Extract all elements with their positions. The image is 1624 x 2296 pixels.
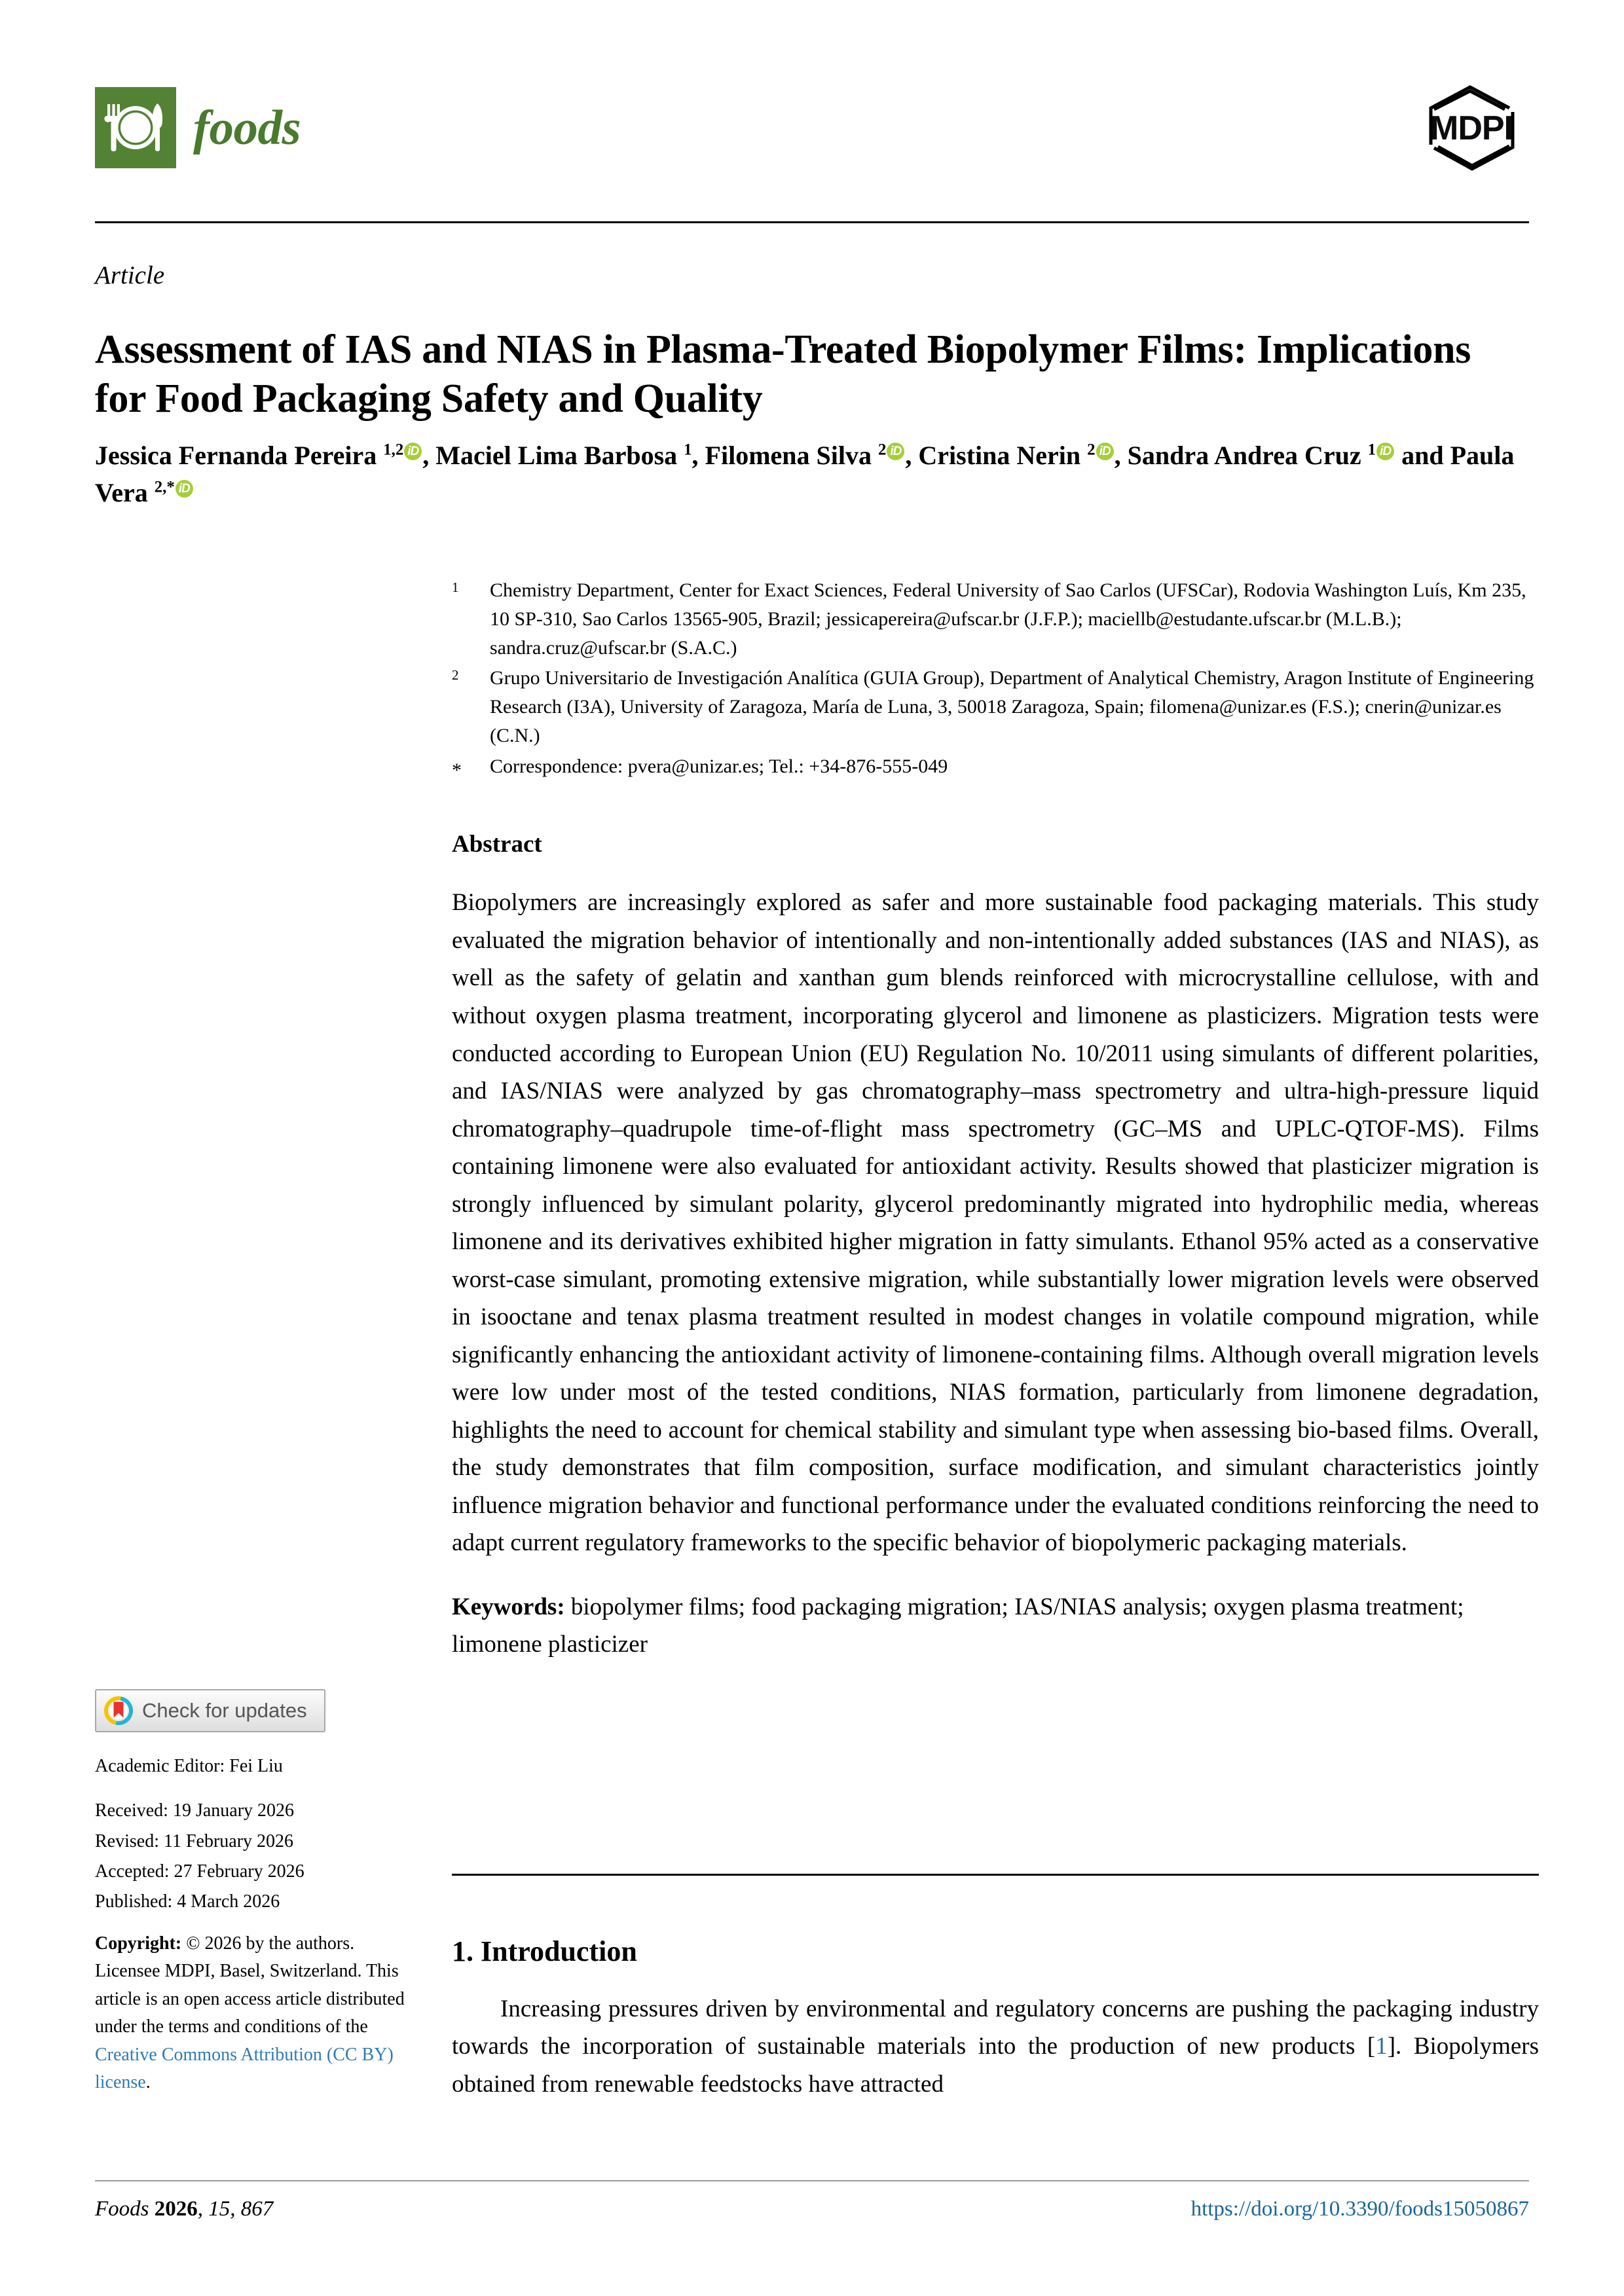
author-vera: and Paula Vera $^{2,*}$ iD bbox=[95, 441, 1515, 507]
orcid-icon[interactable]: iD bbox=[1376, 443, 1394, 460]
copyright-period: . bbox=[145, 2072, 151, 2093]
introduction-paragraph bbox=[452, 1990, 1539, 2104]
doi-link[interactable]: https://doi.org/10.3390/foods15050867 bbox=[1190, 2197, 1529, 2221]
journal-brand bbox=[95, 87, 301, 168]
cc-license-link[interactable]: Creative Commons Attribution (CC BY) license bbox=[95, 2044, 394, 2093]
keywords-label: Keywords: bbox=[452, 1593, 565, 1620]
mdpi-logo-icon bbox=[1414, 82, 1529, 173]
abstract-block bbox=[452, 830, 1539, 1664]
page-footer bbox=[95, 2197, 1529, 2221]
page-title: Assessment of IAS and NIAS in Plasma-Treated Biopolymer Films: Implications for Food Packaging Safety and Quality bbox=[95, 327, 1471, 422]
author-barbosa: Maciel Lima Barbosa $^1$, bbox=[435, 441, 705, 470]
keywords-values: biopolymer films; food packaging migration; IAS/NIAS analysis; oxygen plasma treatment; limonene plasticizer bbox=[452, 1593, 1464, 1658]
svg-text:MDPI: MDPI bbox=[1430, 109, 1513, 147]
affiliation-text: Chemistry Department, Center for Exact Sciences, Federal University of Sao Carlos (UFSCar), Rodovia Washington Luís, Km 235, 10 SP-310, Sao Carlos 13565-905, Brazil; jessicapereira@ufscar.br (J.F.P.); maciellb@estudante.ufscar.br (M.L.B.); sandra.cruz@ufscar.br (S.A.C.) bbox=[490, 579, 1526, 659]
footer-citation bbox=[95, 2197, 273, 2221]
intro-text-before: Increasing pressures driven by environmental and regulatory concerns are pushing the packaging industry towards the incorporation of sustainable materials into the production of new products [ bbox=[452, 1995, 1539, 2060]
revised-date: Revised: 11 February 2026 bbox=[95, 1831, 294, 1851]
author-cruz: Sandra Andrea Cruz $^1$ iD bbox=[1128, 441, 1402, 470]
author-list bbox=[95, 437, 1529, 512]
spacer bbox=[95, 1783, 416, 1798]
crossmark-icon bbox=[104, 1696, 133, 1725]
correspondence-marker: * bbox=[452, 759, 462, 781]
citation-link[interactable]: 1 bbox=[1375, 2033, 1388, 2060]
author-nerin: Cristina Nerin $^2$ iD , bbox=[918, 441, 1128, 470]
foods-logo-icon bbox=[95, 87, 176, 168]
affiliation-item bbox=[452, 576, 1539, 663]
affiliation-text: Grupo Universitario de Investigación Analítica (GUIA Group), Department of Analytical Chemistry, Aragon Institute of Engineering Research (I3A), University of Zaragoza, María de Luna, 3, 50018 Zaragoza, Spain; filomena@unizar.es (F.S.); cnerin@unizar.es (C.N.) bbox=[490, 667, 1534, 747]
check-for-updates-button[interactable] bbox=[95, 1689, 325, 1732]
author-pereira: Jessica Fernanda Pereira $^{1,2}$ iD , bbox=[95, 441, 436, 470]
academic-editor: Academic Editor: Fei Liu bbox=[95, 1756, 283, 1776]
orcid-icon[interactable]: iD bbox=[1096, 443, 1114, 460]
intro-text-after: ]. Biopolymers obtained from renewable feedstocks have attracted bbox=[452, 2033, 1540, 2098]
copyright-text: © 2026 by the authors. Licensee MDPI, Basel, Switzerland. This article is an open access article distributed under the terms and conditions of the bbox=[95, 1933, 405, 2037]
footer-issue-page: , 15, 867 bbox=[197, 2197, 274, 2221]
introduction-divider bbox=[452, 1874, 1539, 1876]
footer-year: 2026 bbox=[154, 2197, 198, 2221]
affiliation-marker: 1 bbox=[452, 579, 459, 595]
header-divider bbox=[95, 221, 1529, 223]
abstract-text: Biopolymers are increasingly explored as safer and more sustainable food packaging materials. This study evaluated the migration behavior of intentionally and non-intentionally added substances (IAS and NIAS), as well as the safety of gelatin and xanthan gum blends reinforced with microcrystalline cellulose, with and without oxygen plasma treatment, incorporating glycerol and limonene as plasticizers. Migration tests were conducted according to European Union (EU) Regulation No. 10/2011 using simulants of different polarities, and IAS/NIAS were analyzed by gas chromatography–mass spectrometry and ultra-high-pressure liquid chromatography–quadrupole time-of-flight mass spectrometry (GC–MS and UPLC-QTOF-MS). Films containing limonene were also evaluated for antioxidant activity. Results showed that plasticizer migration is strongly influenced by simulant polarity, glycerol predominantly migrated into hydrophilic media, whereas limonene and its derivatives exhibited higher migration in fatty simulants. Ethanol 95% acted as a conservative worst-case simulant, promoting extensive migration, while substantially lower migration levels were observed in isooctane and tenax plasma treatment resulted in modest changes in volatile compound migration, while significantly enhancing the antioxidant activity of limonene-containing films. Although overall migration levels were low under most of the tested conditions, NIAS formation, particularly from limonene degradation, highlights the need to account for chemical stability and simulant type when assessing bio-based films. Overall, the study demonstrates that film composition, surface modification, and simulant characteristics jointly influence migration behavior and functional performance under the evaluated conditions reinforcing the need to adapt current regulatory frameworks to the specific behavior of biopolymeric packaging materials. bbox=[452, 889, 1539, 1557]
published-date: Published: 4 March 2026 bbox=[95, 1891, 280, 1912]
orcid-icon[interactable]: iD bbox=[887, 443, 904, 460]
keywords-line bbox=[452, 1588, 1539, 1664]
author-silva: Filomena Silva $^2$ iD , bbox=[705, 441, 919, 470]
copyright-label: Copyright: bbox=[95, 1933, 182, 1954]
accepted-date: Accepted: 27 February 2026 bbox=[95, 1861, 304, 1882]
article-type-label: Article bbox=[95, 261, 165, 289]
orcid-icon[interactable]: iD bbox=[404, 443, 422, 460]
abstract-heading: Abstract bbox=[452, 831, 542, 858]
introduction-heading: 1. Introduction bbox=[452, 1935, 637, 1967]
correspondence-item bbox=[452, 752, 1539, 785]
footer-journal: Foods bbox=[95, 2197, 149, 2221]
received-date: Received: 19 January 2026 bbox=[95, 1800, 295, 1821]
affiliations-block bbox=[452, 576, 1539, 786]
affiliation-item bbox=[452, 664, 1539, 750]
affiliation-marker: 2 bbox=[452, 667, 459, 683]
introduction-block bbox=[452, 1935, 1539, 2103]
masthead bbox=[95, 79, 1529, 177]
orcid-icon[interactable]: iD bbox=[175, 480, 193, 498]
sidebar bbox=[95, 1689, 416, 2097]
check-for-updates-label: Check for updates bbox=[142, 1699, 307, 1722]
correspondence-text: Correspondence: pvera@unizar.es; Tel.: +34-876-555-049 bbox=[490, 755, 948, 777]
footer-divider bbox=[95, 2180, 1529, 2181]
copyright-block bbox=[95, 1930, 416, 2097]
journal-name: foods bbox=[193, 100, 301, 155]
